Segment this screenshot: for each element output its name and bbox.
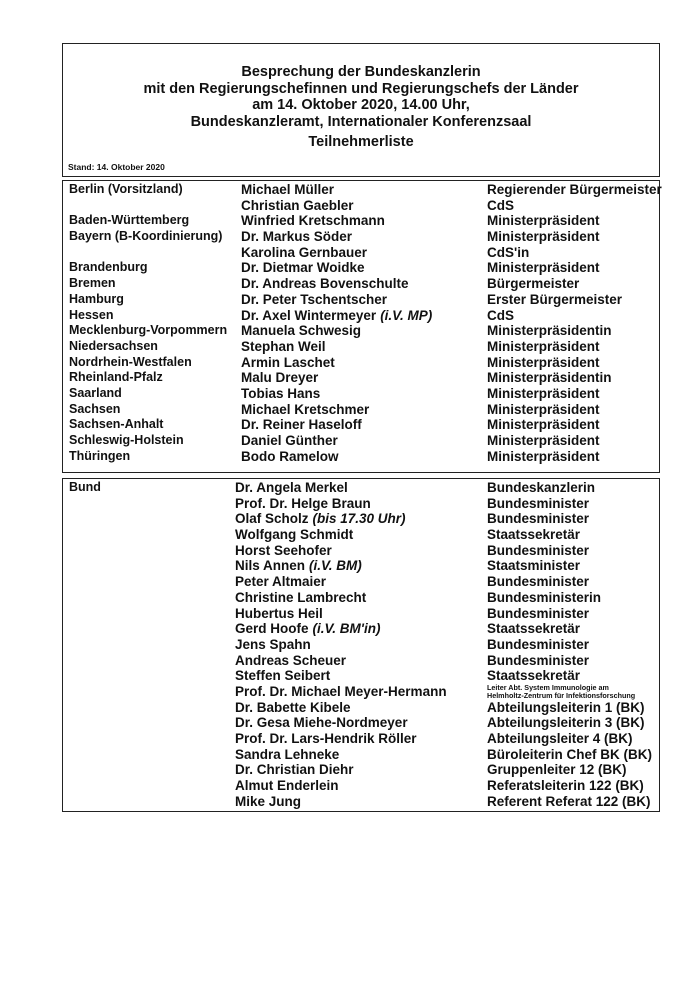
- title-line: Besprechung der Bundeskanzlerin: [241, 64, 481, 80]
- title-line: am 14. Oktober 2020, 14.00 Uhr,: [252, 97, 470, 113]
- name-text: Dr. Babette Kibele: [235, 699, 351, 715]
- participant-name: [241, 355, 335, 371]
- participant-role: Ministerpräsident: [487, 448, 600, 464]
- state-label: Schleswig-Holstein: [69, 433, 184, 447]
- state-label: Berlin (Vorsitzland): [69, 182, 183, 196]
- name-text: Almut Enderlein: [235, 778, 339, 794]
- participant-name: [241, 198, 354, 214]
- participant-name: [235, 511, 406, 527]
- participant-role-line2: Helmholtz-Zentrum für Infektionsforschung: [487, 690, 636, 700]
- participant-role: Bundesminister: [487, 574, 590, 590]
- participant-name: [241, 213, 385, 229]
- participant-name: [241, 292, 387, 308]
- name-text: Manuela Schwesig: [241, 323, 362, 339]
- participant-role: Ministerpräsident: [487, 417, 600, 433]
- name-text: Peter Altmaier: [235, 574, 327, 590]
- participant-row: [63, 731, 659, 747]
- name-text: Nils Annen: [235, 558, 306, 574]
- state-label: Hessen: [69, 307, 114, 322]
- participant-row: [63, 715, 659, 731]
- participant-name: [241, 323, 361, 339]
- name-text: Prof. Dr. Helge Braun: [235, 495, 371, 511]
- participant-row: [63, 355, 659, 371]
- state-label: Bayern (B-Koordinierung): [69, 229, 223, 244]
- participant-name: [235, 558, 362, 574]
- participant-role: Staatssekretär: [487, 621, 581, 637]
- state-label: Sachsen-Anhalt: [69, 417, 164, 432]
- participant-role: Ministerpräsident: [487, 229, 600, 245]
- participant-row: [63, 496, 659, 512]
- name-text: Wolfgang Schmidt: [235, 527, 354, 543]
- participant-name: [235, 653, 346, 669]
- name-text: Jens Spahn: [235, 636, 311, 652]
- participant-row: [63, 747, 659, 763]
- participant-name: [241, 182, 334, 198]
- state-label: Bremen: [69, 276, 116, 291]
- state-label: Rheinland-Pfalz: [69, 370, 163, 385]
- state-label: Saarland: [69, 385, 122, 400]
- state-label: Thüringen: [69, 448, 131, 463]
- participant-role: CdS: [487, 197, 514, 213]
- participant-row: [63, 606, 659, 622]
- name-text: Karolina Gernbauer: [241, 244, 368, 260]
- document-title: [63, 64, 659, 151]
- participant-name: [235, 762, 354, 778]
- name-text: Hubertus Heil: [235, 605, 323, 621]
- name-text: Michael Müller: [241, 182, 335, 197]
- participant-role: Bundesminister: [487, 605, 590, 621]
- participant-name: [235, 778, 339, 794]
- participant-role: Bundesminister: [487, 652, 590, 668]
- state-label: Baden-Württemberg: [69, 213, 190, 228]
- name-text: Malu Dreyer: [241, 370, 319, 386]
- participant-role: Regierender Bürgermeister: [487, 182, 662, 197]
- participant-name: [241, 449, 339, 465]
- name-text: Michael Kretschmer: [241, 401, 370, 417]
- participant-role: Bundesminister: [487, 636, 590, 652]
- participant-role: Referent Referat 122 (BK): [487, 793, 651, 809]
- participant-note: (i.V. MP): [380, 307, 433, 323]
- name-text: Dr. Gesa Miehe-Nordmeyer: [235, 715, 408, 731]
- name-text: Tobias Hans: [241, 385, 321, 401]
- participant-name: [241, 276, 409, 292]
- participant-row: [63, 668, 659, 684]
- name-text: Dr. Axel Wintermeyer: [241, 307, 377, 323]
- participant-row: [63, 778, 659, 794]
- participant-name: [235, 527, 353, 543]
- state-label: Bund: [69, 480, 101, 494]
- participant-row: [63, 213, 659, 229]
- state-label: Hamburg: [69, 291, 124, 306]
- participant-role: Ministerpräsident: [487, 354, 600, 370]
- name-text: Andreas Scheuer: [235, 652, 347, 668]
- participant-name: [235, 715, 408, 731]
- state-label: Mecklenburg-Vorpommern: [69, 323, 228, 338]
- participant-role: Büroleiterin Chef BK (BK): [487, 746, 652, 762]
- participant-row: [63, 449, 659, 465]
- state-label: Nordrhein-Westfalen: [69, 354, 192, 369]
- name-text: Dr. Peter Tschentscher: [241, 291, 388, 307]
- participant-row: [63, 621, 659, 637]
- name-text: Dr. Angela Merkel: [235, 480, 348, 495]
- participant-role: Leiter Abt. System Immunologie am: [487, 682, 609, 692]
- name-text: Armin Laschet: [241, 354, 335, 370]
- participant-row: [63, 433, 659, 449]
- participant-role: Staatsminister: [487, 558, 581, 574]
- participant-name: [235, 794, 301, 810]
- participant-row: [63, 292, 659, 308]
- participant-name: [235, 590, 366, 606]
- participant-role: CdS: [487, 307, 514, 323]
- participant-row: [63, 543, 659, 559]
- participant-row: [63, 323, 659, 339]
- participant-row: [63, 684, 659, 700]
- header-box: [62, 43, 660, 177]
- participant-name: [241, 386, 320, 402]
- title-line: Bundeskanzleramt, Internationaler Konferenzsaal: [190, 113, 532, 130]
- participant-row: [63, 794, 659, 810]
- participant-role: Ministerpräsident: [487, 433, 600, 448]
- participant-name: [241, 260, 365, 276]
- participant-role: CdS'in: [487, 244, 530, 260]
- participant-row: [63, 276, 659, 292]
- participant-name: [241, 402, 369, 418]
- participant-role: Bundesministerin: [487, 589, 602, 605]
- title-line: Teilnehmerliste: [308, 134, 414, 150]
- participant-role: Ministerpräsident: [487, 213, 600, 229]
- name-text: Horst Seehofer: [235, 542, 332, 558]
- state-label: Niedersachsen: [69, 338, 158, 353]
- participant-role: Bundesminister: [487, 542, 590, 558]
- name-text: Sandra Lehneke: [235, 746, 340, 762]
- participant-role: Staatssekretär: [487, 668, 581, 684]
- participant-name: [235, 543, 332, 559]
- participant-name: [241, 229, 352, 245]
- participant-note: (i.V. BM): [309, 558, 362, 574]
- participant-role: Ministerpräsident: [487, 385, 600, 401]
- participant-role: Abteilungsleiterin 1 (BK): [487, 699, 645, 715]
- participant-row: [63, 260, 659, 276]
- participant-role: Abteilungsleiter 4 (BK): [487, 731, 633, 746]
- participant-row: [63, 386, 659, 402]
- stand-date: Stand: 14. Oktober 2020: [68, 162, 165, 172]
- participant-note: (bis 17.30 Uhr): [312, 511, 406, 527]
- laender-table: [62, 180, 660, 473]
- name-text: Prof. Dr. Michael Meyer-Hermann: [235, 683, 447, 699]
- participant-row: [63, 308, 659, 324]
- participant-name: [235, 637, 311, 653]
- participant-name: [235, 606, 323, 622]
- participant-note: (i.V. BM'in): [312, 621, 381, 637]
- laender-rows: [63, 182, 662, 464]
- participant-name: [235, 700, 351, 716]
- participant-row: [63, 527, 659, 543]
- participant-role: Bundesminister: [487, 511, 590, 527]
- participant-name: [241, 433, 338, 449]
- state-label: Brandenburg: [69, 260, 148, 275]
- name-text: Mike Jung: [235, 793, 302, 809]
- participant-role: Ministerpräsidentin: [487, 370, 612, 386]
- participant-row: [63, 370, 659, 386]
- participant-role: Abteilungsleiterin 3 (BK): [487, 715, 645, 731]
- name-text: Dr. Christian Diehr: [235, 762, 354, 778]
- participant-name: [241, 245, 367, 261]
- name-text: Winfried Kretschmann: [241, 213, 385, 229]
- participant-role: Ministerpräsident: [487, 260, 600, 276]
- participant-row: [63, 762, 659, 778]
- participant-row: [63, 511, 659, 527]
- participant-row: [63, 417, 659, 433]
- participant-role: Bürgermeister: [487, 276, 580, 292]
- participant-row: [63, 637, 659, 653]
- name-text: Dr. Andreas Bovenschulte: [241, 276, 409, 292]
- participant-name: [241, 417, 362, 433]
- participant-role: Ministerpräsident: [487, 338, 600, 354]
- participant-row: [63, 700, 659, 716]
- participant-role: Ministerpräsident: [487, 401, 600, 417]
- participant-row: [63, 653, 659, 669]
- participant-row: [63, 229, 659, 245]
- name-text: Dr. Markus Söder: [241, 229, 353, 245]
- participant-role: Erster Bürgermeister: [487, 291, 623, 307]
- participant-row: [63, 245, 659, 261]
- name-text: Daniel Günther: [241, 433, 338, 448]
- name-text: Gerd Hoofe: [235, 621, 309, 637]
- bund-table: [62, 478, 660, 812]
- participant-role: Staatssekretär: [487, 527, 581, 543]
- name-text: Christian Gaebler: [241, 197, 354, 213]
- participant-role: Referatsleiterin 122 (BK): [487, 778, 644, 794]
- participant-role: Bundesminister: [487, 495, 590, 511]
- name-text: Dr. Dietmar Woidke: [241, 260, 365, 276]
- participant-name: [241, 339, 326, 355]
- participant-role: Bundeskanzlerin: [487, 480, 596, 495]
- name-text: Steffen Seibert: [235, 668, 331, 684]
- name-text: Bodo Ramelow: [241, 448, 339, 464]
- participant-row: [63, 198, 659, 214]
- participant-row: [63, 590, 659, 606]
- participant-name: [235, 480, 348, 496]
- participant-name: [241, 370, 318, 386]
- participant-name: [235, 747, 339, 763]
- participant-name: [235, 684, 447, 700]
- participant-row: [63, 558, 659, 574]
- participant-name: [235, 668, 330, 684]
- name-text: Christine Lambrecht: [235, 589, 367, 605]
- participant-name: [235, 496, 371, 512]
- participant-row: [63, 182, 662, 198]
- participant-name: [235, 621, 380, 637]
- participant-name: [235, 731, 417, 747]
- participant-name: [241, 308, 432, 324]
- title-line: mit den Regierungschefinnen und Regierungschefs der Länder: [143, 80, 579, 97]
- participant-row: [63, 480, 659, 496]
- participant-row: [63, 574, 659, 590]
- participant-row: [63, 402, 659, 418]
- name-text: Dr. Reiner Haseloff: [241, 417, 362, 433]
- name-text: Olaf Scholz: [235, 511, 309, 527]
- bund-rows: [63, 480, 659, 809]
- participant-role: Ministerpräsidentin: [487, 323, 612, 339]
- name-text: Prof. Dr. Lars-Hendrik Röller: [235, 731, 417, 746]
- participant-row: [63, 339, 659, 355]
- state-label: Sachsen: [69, 401, 121, 416]
- participant-name: [235, 574, 326, 590]
- name-text: Stephan Weil: [241, 338, 326, 354]
- participant-role: Gruppenleiter 12 (BK): [487, 762, 627, 778]
